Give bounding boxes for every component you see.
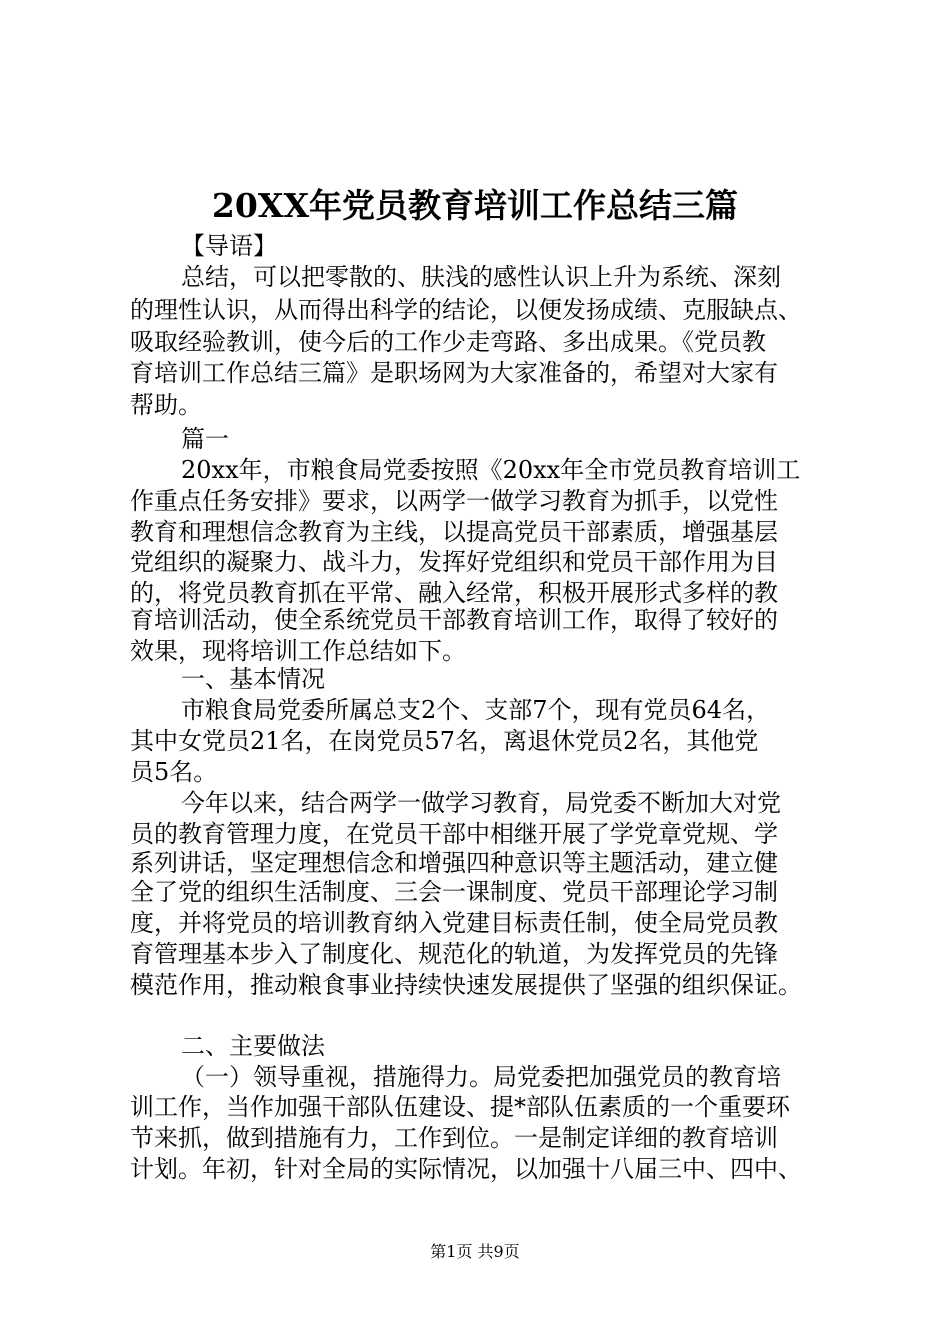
paragraph-line: 计划。年初，针对全局的实际情况，以加强十八届三中、四中、: [130, 1155, 802, 1183]
paragraph-line: 市粮食局党委所属总支2个、支部7个，现有党员64名，: [181, 696, 771, 724]
lead-heading: 【导语】: [181, 232, 277, 260]
paragraph-line: 模范作用，推动粮食事业持续快速发展提供了坚强的组织保证。: [130, 971, 802, 999]
paragraph-line: 作重点任务安排》要求，以两学一做学习教育为抓手，以党性: [130, 487, 778, 515]
paragraph-line: 总结，可以把零散的、肤浅的感性认识上升为系统、深刻: [181, 263, 781, 291]
paragraph-line: 员5名。: [130, 758, 218, 786]
paragraph-line: （一）领导重视，措施得力。局党委把加强党员的教育培: [181, 1063, 781, 1091]
paragraph-line: 度，并将党员的培训教育纳入党建目标责任制，使全局党员教: [130, 909, 778, 937]
paragraph-line: 帮助。: [130, 391, 202, 419]
paragraph-line: 全了党的组织生活制度、三会一课制度、党员干部理论学习制: [130, 878, 778, 906]
document-title: 20XX年党员教育培训工作总结三篇: [211, 186, 739, 225]
paragraph-line: 其中女党员21名，在岗党员57名，离退休党员2名，其他党: [130, 727, 759, 755]
paragraph-line: 的，将党员教育抓在平常、融入经常，积极开展形式多样的教: [130, 579, 778, 607]
paragraph-line: 教育和理想信念教育为主线，以提高党员干部素质，增强基层: [130, 518, 778, 546]
paragraph-line: 的理性认识，从而得出科学的结论，以便发扬成绩、克服缺点、: [130, 296, 802, 324]
paragraph-line: 今年以来，结合两学一做学习教育，局党委不断加大对党: [181, 789, 781, 817]
paragraph-line: 系列讲话，坚定理想信念和增强四种意识等主题活动，建立健: [130, 849, 778, 877]
paragraph-line: 育管理基本步入了制度化、规范化的轨道，为发挥党员的先锋: [130, 940, 778, 968]
paragraph-line: 育培训工作总结三篇》是职场网为大家准备的，希望对大家有: [130, 359, 778, 387]
paragraph-line: 育培训活动，使全系统党员干部教育培训工作，取得了较好的: [130, 606, 778, 634]
paragraph-line: 节来抓，做到措施有力，工作到位。一是制定详细的教育培训: [130, 1124, 778, 1152]
paragraph-line: 效果，现将培训工作总结如下。: [130, 637, 466, 665]
paragraph-line: 训工作，当作加强干部队伍建设、提*部队伍素质的一个重要环: [130, 1093, 790, 1121]
section-heading: 一、基本情况: [181, 665, 325, 693]
page-number-footer: 第1页 共9页: [430, 1242, 520, 1261]
paragraph-line: 吸取经验教训，使今后的工作少走弯路、多出成果。《党员教: [130, 328, 766, 356]
paragraph-line: 员的教育管理力度，在党员干部中相继开展了学党章党规、学: [130, 820, 778, 848]
paragraph-line: 党组织的凝聚力、战斗力，发挥好党组织和党员干部作用为目: [130, 548, 778, 576]
section-heading: 篇一: [181, 425, 229, 453]
paragraph-line: 20xx年，市粮食局党委按照《20xx年全市党员教育培训工: [181, 456, 801, 484]
section-heading: 二、主要做法: [181, 1032, 325, 1060]
